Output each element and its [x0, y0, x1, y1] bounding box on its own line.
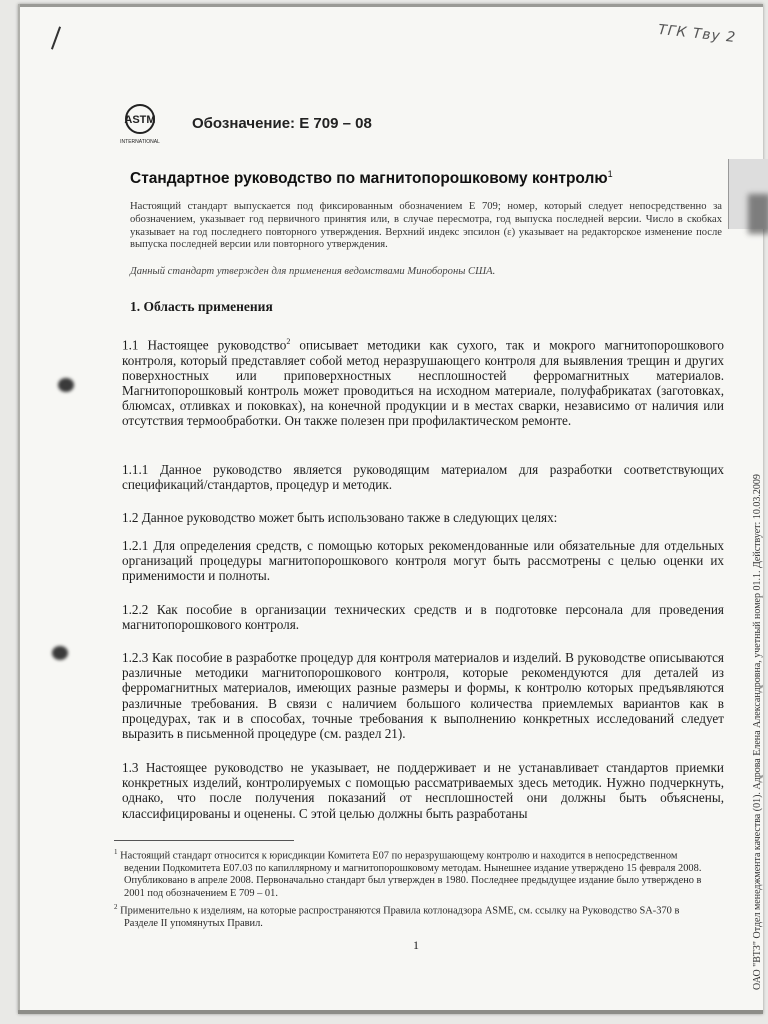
handwritten-note: ТГК Тву 2 — [657, 21, 737, 47]
section-heading: 1. Область применения — [130, 299, 273, 314]
paragraph-text: 1.1 Настоящее руководство — [122, 337, 287, 353]
approval-note: Данный стандарт утвержден для применения ведомствами Минобороны США. — [130, 266, 496, 277]
footnote-divider — [114, 840, 294, 841]
paragraph-text: описывает методики как сухого, так и мокрого магнитопорошкового контроля, который представляет собой метод неразрушающего контроля для выявления трещин и других поверхностных или приповерхностных несплошностей ферромагнитных материалов. Магнитопорошковый контроль может проводиться на исходном материале, полуфабрикатах (заготовках, блюмсах, отливках и поковках), на конечной продукции и в местах сварки, независимо от наличия или отсутствия термообработки. Он также полезен при профилактическом ремонте. — [122, 337, 724, 429]
scan-edge — [18, 1010, 763, 1014]
paragraph-1-2-1: 1.2.1 Для определения средств, с помощью которых рекомендованные или обязательные для отдельных организаций процедуры магнитопорошкового контроля могут быть рассмотрены с целью оценки их применимости и полноты. — [122, 538, 724, 584]
footnote-1: $^1$ Настоящий стандарт относится к юрисдикции Комитета Е07 по неразрушающему контролю и находится в непосредственном ведении Подкомитета Е07.03 по капиллярному и магнитопорошковому методам. Нынешнее издание утверждено 15 февраля 2008. Опубликовано в апреле 2008. Первоначально стандарт был утвержден в 1980. Последнее предыдущее издание было утверждено в 2001 под обозначением Е 709 – 01. — [114, 848, 702, 899]
document-title — [130, 169, 720, 188]
page-number: 1 — [413, 938, 419, 952]
standard-designation: Обозначение: Е 709 – 08 — [192, 114, 372, 132]
document-header — [118, 100, 372, 146]
scan-edge — [18, 4, 763, 7]
paragraph-1-1 — [122, 334, 724, 429]
preamble-text: Настоящий стандарт выпускается под фиксированным обозначением Е 709; номер, который следует непосредственно за обозначением, указывает год первичного принятия или, в случае пересмотра, год выпуска последней версии. Число в скобках указывает на год последнего повторного утверждения. Верхний индекс эпсилон (ε) указывает на редакторское изменение после выпуска последней версии или повторного утверждения. — [130, 201, 722, 251]
paragraph-1-1-1: 1.1.1 Данное руководство является руководящим материалом для разработки соответствующих спецификаций/стандартов, процедур и методик. — [122, 462, 724, 493]
pen-mark — [51, 26, 61, 49]
scan-edge — [18, 4, 20, 1014]
paragraph-1-2-3: 1.2.3 Как пособие в разработке процедур для контроля материалов и изделий. В руководстве описываются различные методики магнитопорошкового контроля, которые рекомендуются для деталей из ферромагнитных материалов, имеющих разные размеры и формы, к контролю которых предъявляются различные требования. В связи с наличием большого количества приемлемых вариантов как в процедурах, так и в способах, точные требования к выполнению конкретных исследований следует выразить в письменной процедуре (см. раздел 21). — [122, 650, 724, 742]
footnotes — [114, 846, 714, 931]
svg-text:ASTM: ASTM — [124, 114, 156, 126]
astm-logo-icon — [118, 100, 170, 146]
title-text: Стандартное руководство по магнитопорошковому контролю — [130, 170, 608, 188]
svg-text:INTERNATIONAL: INTERNATIONAL — [120, 139, 160, 145]
vertical-stamp: ОАО "ВТЗ" Отдел менеджмента качества (01). Адрова Елена Александровна, учетный номер 01.1. Действует: 10.03.2009 — [752, 474, 763, 990]
paragraph-1-3: 1.3 Настоящее руководство не указывает, не поддерживает и не устанавливает стандартов приемки конкретных изделий, контролируемых с помощью рассматриваемых здесь методик. Нужно подчеркнуть, однако, что после получения показаний от несплошностей они должны быть объяснены, классифицированы и оценены. С этой целью должны быть разработаны — [122, 760, 724, 821]
punch-hole — [58, 378, 74, 392]
footnote-2: $^2$ Применительно к изделиям, на которые распространяются Правила котлонадзора ASME, см. ссылку на Руководство SA-370 в Разделе II упомянутых Правил. — [114, 903, 680, 929]
paragraph-1-2: 1.2 Данное руководство может быть использовано также в следующих целях: — [122, 510, 558, 525]
scan-smudge — [748, 194, 768, 234]
document-page — [18, 4, 763, 1014]
paragraph-1-2-2: 1.2.2 Как пособие в организации технических средств и в подготовке персонала для проведения магнитопорошкового контроля. — [122, 602, 724, 633]
title-footnote-mark: 1 — [607, 169, 613, 179]
footnote-mark: 2 — [286, 337, 291, 346]
punch-hole — [52, 646, 68, 660]
